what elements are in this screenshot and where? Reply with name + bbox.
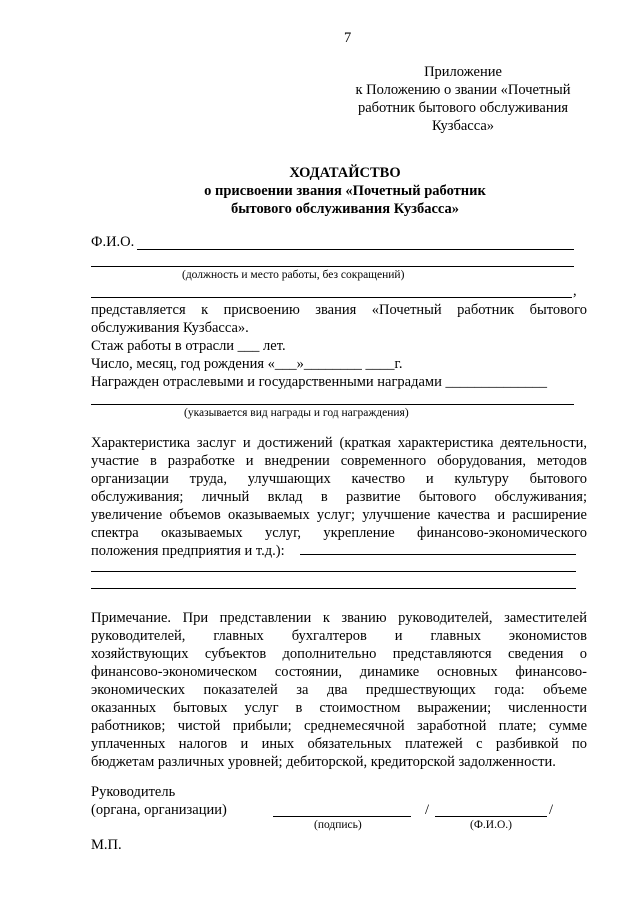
characteristics-last-line: положения предприятия и т.д.): (91, 543, 285, 559)
position-hint: (должность и место работы, без сокращений) (182, 269, 405, 281)
appendix-line-3: работник бытового обслуживания (357, 100, 569, 116)
position-blank-2[interactable] (91, 297, 572, 298)
note-block (91, 609, 587, 771)
note-line: уплаченных налогов и иных обязательных платежей с разбивкой по (91, 736, 587, 752)
appendix-line-4: Кузбасса» (431, 118, 495, 134)
nominated-line-1: представляется к присвоению звания «Почетный работник бытового (91, 302, 587, 318)
slash-1: / (425, 802, 430, 818)
note-line: оказанных бытовых услуг в стоимостном выражении; численности (91, 700, 587, 716)
title-sub-1: о присвоении звания «Почетный работник (204, 183, 486, 199)
fio-signature-blank[interactable] (435, 816, 547, 817)
head-title-line-2: (органа, организации) (91, 802, 227, 818)
characteristics-blank-2[interactable] (91, 571, 576, 572)
title-heading: ХОДАТАЙСТВО (289, 165, 401, 181)
note-line: хозяйствующих субъектов дополнительно представляются сведения о (91, 646, 587, 662)
awards-blank[interactable] (91, 404, 574, 405)
birthdate-line: Число, месяц, год рождения «___»________ ____г. (91, 356, 403, 372)
fio-blank[interactable] (137, 249, 574, 250)
characteristics-block (91, 434, 587, 560)
signature-blank[interactable] (273, 816, 411, 817)
title-sub-2: бытового обслуживания Кузбасса» (230, 201, 459, 217)
note-line: работников; чистой прибыли; среднемесячной заработной плате; сумме (91, 718, 587, 734)
fio-label: Ф.И.О. (91, 234, 135, 250)
characteristics-line: увеличение объемов оказываемых услуг; улучшение качества и расширение (91, 507, 587, 523)
appendix-line-2: к Положению о звании «Почетный (355, 82, 571, 98)
appendix-line-1: Приложение (424, 64, 502, 80)
fio-hint: (Ф.И.О.) (470, 819, 512, 831)
characteristics-line: организации труда, улучшающих качество и культуру бытового (91, 471, 587, 487)
head-title-line-1: Руководитель (91, 784, 176, 800)
characteristics-blank-3[interactable] (91, 588, 576, 589)
document-title (90, 164, 600, 218)
nominated-line-2: обслуживания Кузбасса». (91, 320, 249, 336)
slash-2: / (549, 802, 554, 818)
appendix-block (340, 63, 586, 135)
position-blank[interactable] (91, 266, 574, 267)
experience-line: Стаж работы в отрасли ___ лет. (91, 338, 286, 354)
note-line: экономических показателей за два предшествующих года: объеме (91, 682, 587, 698)
note-line: Примечание. При представлении к званию руководителей, заместителей (91, 610, 587, 626)
characteristics-blank-1[interactable] (300, 554, 576, 555)
characteristics-line: спектра оказываемых услуг, укрепление финансово-экономического (91, 525, 587, 541)
note-last-line: бюджетам различных уровней; дебиторской, кредиторской задолженности. (91, 754, 556, 770)
awards-line: Награжден отраслевыми и государственными наградами ______________ (91, 374, 547, 390)
characteristics-line: Характеристика заслуг и достижений (краткая характеристика деятельности, (91, 435, 587, 451)
page-number: 7 (344, 30, 352, 46)
note-line: финансово-экономическом состоянии, динамике основных финансово- (91, 664, 587, 680)
comma: , (573, 283, 577, 299)
characteristics-line: участие в разработке и внедрении современного оборудования, методов (91, 453, 587, 469)
stamp-label: М.П. (91, 837, 122, 853)
characteristics-line: обслуживания; личный вклад в развитие бытового обслуживания; (91, 489, 587, 505)
signature-hint: (подпись) (314, 819, 362, 831)
note-line: руководителей, главных бухгалтеров и главных экономистов (91, 628, 587, 644)
awards-hint: (указывается вид награды и год награждения) (184, 407, 409, 419)
